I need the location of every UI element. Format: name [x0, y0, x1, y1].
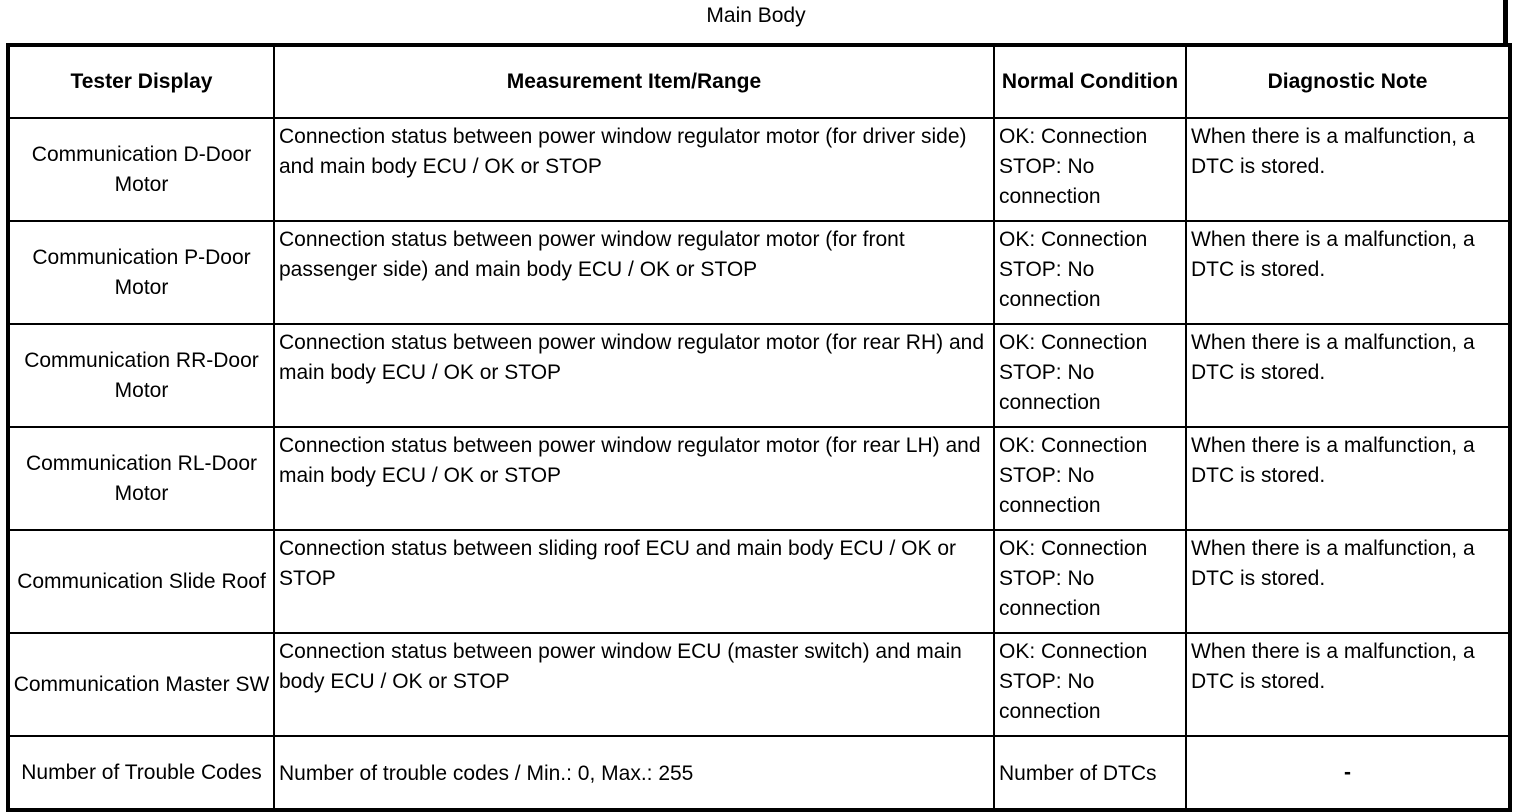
table-row: [8, 530, 1510, 633]
tester-display-cell: Number of Trouble Codes: [8, 736, 274, 810]
table-row: [8, 633, 1510, 736]
header-normal-condition: Normal Condition: [994, 45, 1186, 118]
normal-condition-cell: OK: Connection STOP: No connection: [994, 427, 1186, 530]
header-tester-display: Tester Display: [8, 45, 274, 118]
tester-display-cell: Communication D-Door Motor: [8, 118, 274, 221]
table-row: [8, 736, 1510, 810]
header-diagnostic-note: Diagnostic Note: [1186, 45, 1510, 118]
normal-condition-cell: OK: Connection STOP: No connection: [994, 221, 1186, 324]
diagnostic-note-cell: When there is a malfunction, a DTC is stored.: [1186, 221, 1510, 324]
normal-condition-cell: OK: Connection STOP: No connection: [994, 324, 1186, 427]
table-row: [8, 324, 1510, 427]
tester-display-cell: Communication Master SW: [8, 633, 274, 736]
border-bar: [1503, 0, 1508, 45]
table-row: [8, 118, 1510, 221]
tester-display-cell: Communication Slide Roof: [8, 530, 274, 633]
normal-condition-cell: Number of DTCs: [994, 736, 1186, 810]
tester-display-cell: Communication RR-Door Motor: [8, 324, 274, 427]
measurement-cell: Connection status between power window ECU (master switch) and main body ECU / OK or STOP: [274, 633, 994, 736]
diagnostic-note-cell: -: [1186, 736, 1510, 810]
tester-display-cell: Communication P-Door Motor: [8, 221, 274, 324]
normal-condition-cell: OK: Connection STOP: No connection: [994, 118, 1186, 221]
measurement-cell: Connection status between power window regulator motor (for driver side) and main body ECU / OK or STOP: [274, 118, 994, 221]
measurement-cell: Number of trouble codes / Min.: 0, Max.: 255: [274, 736, 994, 810]
diagnostic-note-cell: When there is a malfunction, a DTC is stored.: [1186, 324, 1510, 427]
measurement-cell: Connection status between power window regulator motor (for front passenger side) and main body ECU / OK or STOP: [274, 221, 994, 324]
normal-condition-cell: OK: Connection STOP: No connection: [994, 530, 1186, 633]
diagnostic-note-cell: When there is a malfunction, a DTC is stored.: [1186, 427, 1510, 530]
measurement-cell: Connection status between power window regulator motor (for rear LH) and main body ECU / OK or STOP: [274, 427, 994, 530]
measurement-cell: Connection status between power window regulator motor (for rear RH) and main body ECU / OK or STOP: [274, 324, 994, 427]
tester-display-cell: Communication RL-Door Motor: [8, 427, 274, 530]
header-measurement: Measurement Item/Range: [274, 45, 994, 118]
header-row: [8, 45, 1510, 118]
table-row: [8, 427, 1510, 530]
normal-condition-cell: OK: Connection STOP: No connection: [994, 633, 1186, 736]
measurement-cell: Connection status between sliding roof ECU and main body ECU / OK or STOP: [274, 530, 994, 633]
diagnostic-note-cell: When there is a malfunction, a DTC is stored.: [1186, 530, 1510, 633]
diagnostic-note-cell: When there is a malfunction, a DTC is stored.: [1186, 633, 1510, 736]
diagnostic-note-cell: When there is a malfunction, a DTC is stored.: [1186, 118, 1510, 221]
page-title: Main Body: [706, 4, 806, 27]
table-row: [8, 221, 1510, 324]
data-table: [6, 43, 1512, 812]
